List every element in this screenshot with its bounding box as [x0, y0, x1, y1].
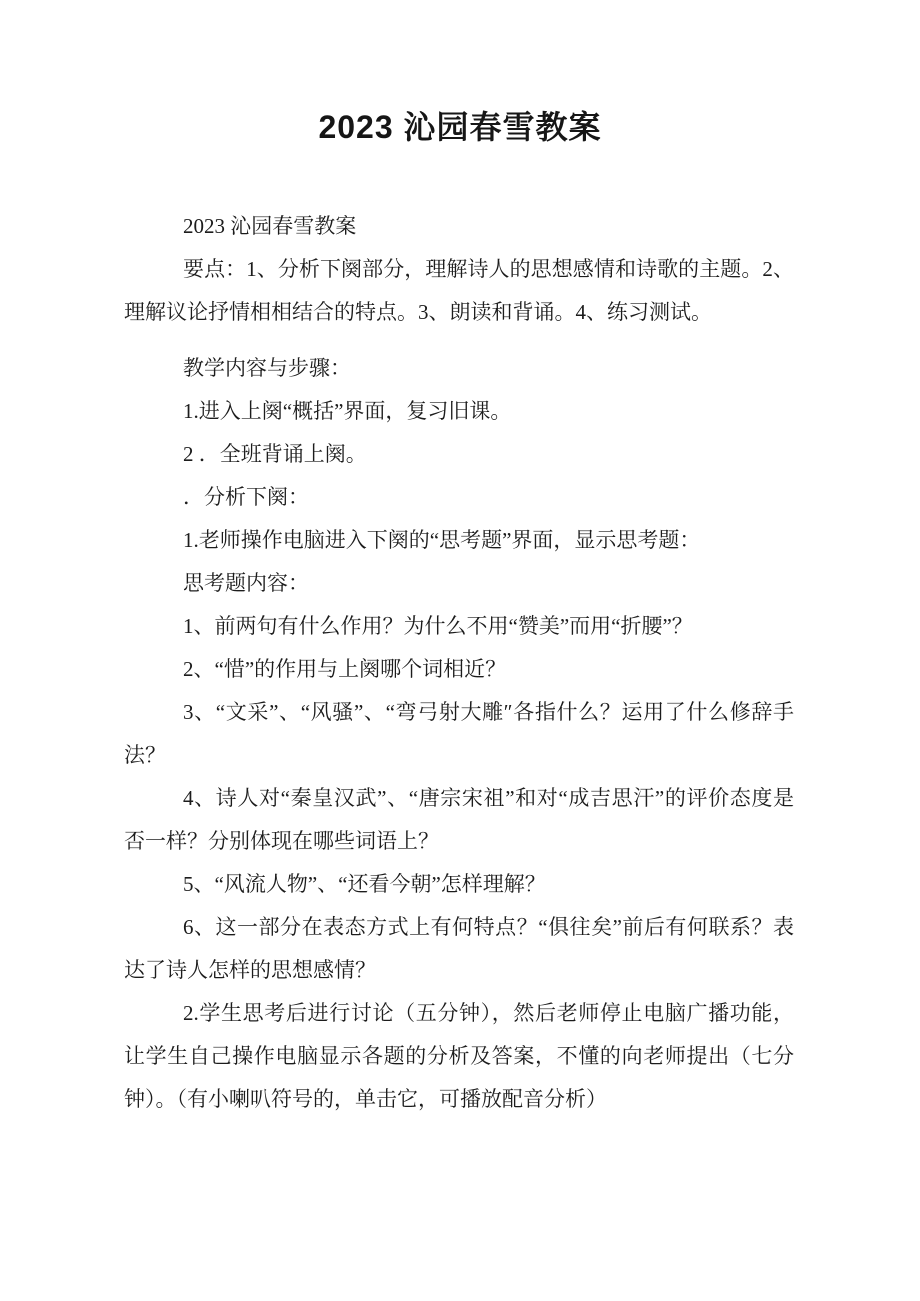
document-title: 2023 沁园春雪教案: [318, 109, 602, 145]
paragraph: 2.学生思考后进行讨论（五分钟），然后老师停止电脑广播功能，让学生自己操作电脑显示各题的分析及答案，不懂的向老师提出（七分钟）。（有小喇叭符号的，单击它，可播放配音分析）: [124, 1001, 794, 1111]
paragraph: 要点：1、分析下阕部分，理解诗人的思想感情和诗歌的主题。2、理解议论抒情相相结合的特点。3、朗读和背诵。4、练习测试。: [124, 257, 794, 324]
paragraph: 教学内容与步骤：: [183, 356, 351, 380]
paragraph: 1.老师操作电脑进入下阕的“思考题”界面，显示思考题：: [183, 528, 701, 552]
paragraph: 2 ．全班背诵上阕。: [183, 442, 367, 466]
paragraph: 2023 沁园春雪教案: [183, 214, 357, 238]
paragraph: 6、这一部分在表态方式上有何特点？“俱往矣”前后有何联系？表达了诗人怎样的思想感情？: [124, 915, 794, 982]
document-body: [0, 205, 920, 1121]
paragraph: 1.进入上阕“概括”界面，复习旧课。: [183, 399, 512, 423]
paragraph: 思考题内容：: [183, 571, 309, 595]
paragraph: 4、诗人对“秦皇汉武”、“唐宗宋祖”和对“成吉思汗”的评价态度是否一样？分别体现在哪些词语上？: [124, 786, 794, 853]
paragraph: 1、前两句有什么作用？为什么不用“赞美”而用“折腰”？: [183, 614, 693, 638]
paragraph: ．分析下阕：: [183, 485, 309, 509]
paragraph: 5、“风流人物”、“还看今朝”怎样理解？: [183, 872, 546, 896]
paragraph: 3、“文采”、“风骚”、“弯弓射大雕″各指什么？运用了什么修辞手法？: [124, 700, 794, 767]
paragraph: 2、“惜”的作用与上阕哪个词相近？: [183, 657, 507, 681]
